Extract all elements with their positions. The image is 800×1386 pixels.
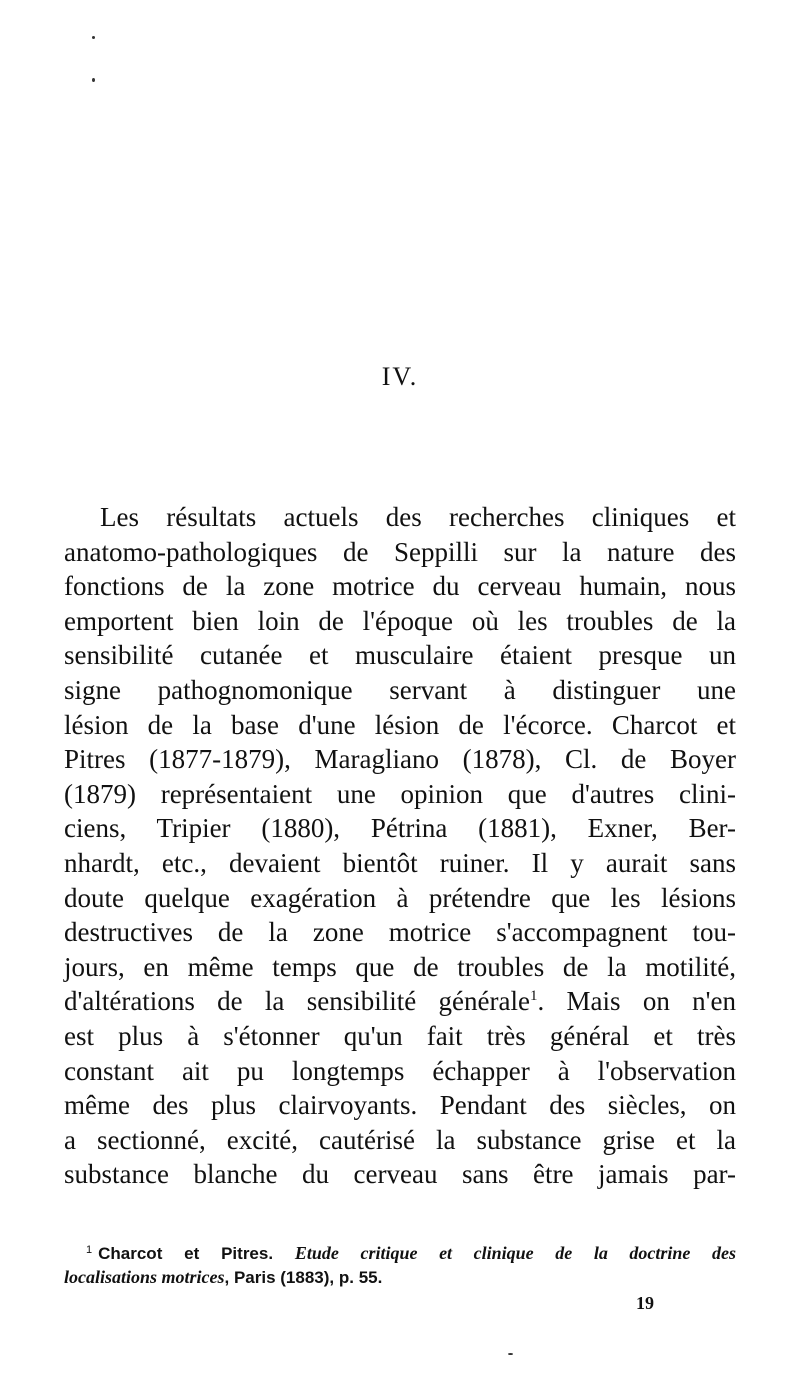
text-line-with-footnote-ref bbox=[64, 984, 736, 1019]
footnote-line bbox=[64, 1264, 736, 1291]
page-number: 19 bbox=[636, 1293, 654, 1313]
text-line: (1879) représentaient une opinion que d'autres clini- bbox=[64, 778, 736, 809]
chapter-number: IV. bbox=[381, 362, 419, 391]
text-line: est plus à s'étonner qu'un fait très général et très bbox=[64, 1020, 736, 1051]
text-line: nhardt, etc., devaient bientôt ruiner. Il y aurait sans bbox=[64, 847, 736, 878]
scan-speck bbox=[92, 36, 95, 39]
text-line: sensibilité cutanée et musculaire étaient presque un bbox=[64, 640, 736, 671]
text-line: signe pathognomonique servant à distinguer une bbox=[64, 674, 736, 705]
text-line: lésion de la base d'une lésion de l'écorce. Charcot et bbox=[64, 709, 736, 740]
footnote-line bbox=[64, 1237, 736, 1264]
text-line: jours, en même temps que de troubles de la motilité, bbox=[64, 951, 736, 982]
footnote bbox=[64, 1237, 736, 1291]
text-segment: d'altérations de la sensibilité générale bbox=[64, 986, 530, 1017]
text-line: destructives de la zone motrice s'accompagnent tou- bbox=[64, 917, 736, 948]
text-line: même des plus clairvoyants. Pendant des siècles, on bbox=[64, 1090, 736, 1121]
footnote-title: Etude critique et clinique de la doctrine des bbox=[294, 1243, 736, 1263]
footnote-authors: Charcot et Pitres. bbox=[98, 1244, 274, 1263]
text-segment: . Mais on n'en bbox=[537, 986, 736, 1017]
footnote-title: localisations motrices bbox=[64, 1267, 225, 1287]
text-line: substance blanche du cerveau sans être jamais par- bbox=[64, 1159, 736, 1190]
text-line: constant ait pu longtemps échapper à l'observation bbox=[64, 1055, 736, 1086]
text-line: anatomo-pathologiques de Seppilli sur la nature des bbox=[64, 536, 736, 567]
text-line: ciens, Tripier (1880), Pétrina (1881), Exner, Ber- bbox=[64, 813, 736, 844]
text-line: doute quelque exagération à prétendre que les lésions bbox=[64, 882, 736, 913]
text-line: a sectionné, excité, cautérisé la substance grise et la bbox=[64, 1124, 736, 1155]
footnote-publication: , Paris (1883), p. 55. bbox=[224, 1268, 383, 1287]
scan-speck bbox=[92, 78, 95, 82]
footnote-reference[interactable]: 1 bbox=[529, 988, 538, 1005]
body-paragraph bbox=[64, 500, 736, 1192]
text-line: Les résultats actuels des recherches cliniques et bbox=[100, 502, 736, 532]
text-line: fonctions de la zone motrice du cerveau humain, nous bbox=[64, 571, 736, 602]
scan-speck bbox=[508, 1353, 513, 1355]
footnote-marker: 1 bbox=[86, 1244, 93, 1256]
text-line: emportent bien loin de l'époque où les troubles de la bbox=[64, 605, 736, 636]
text-line: Pitres (1877-1879), Maragliano (1878), Cl. de Boyer bbox=[64, 744, 736, 775]
